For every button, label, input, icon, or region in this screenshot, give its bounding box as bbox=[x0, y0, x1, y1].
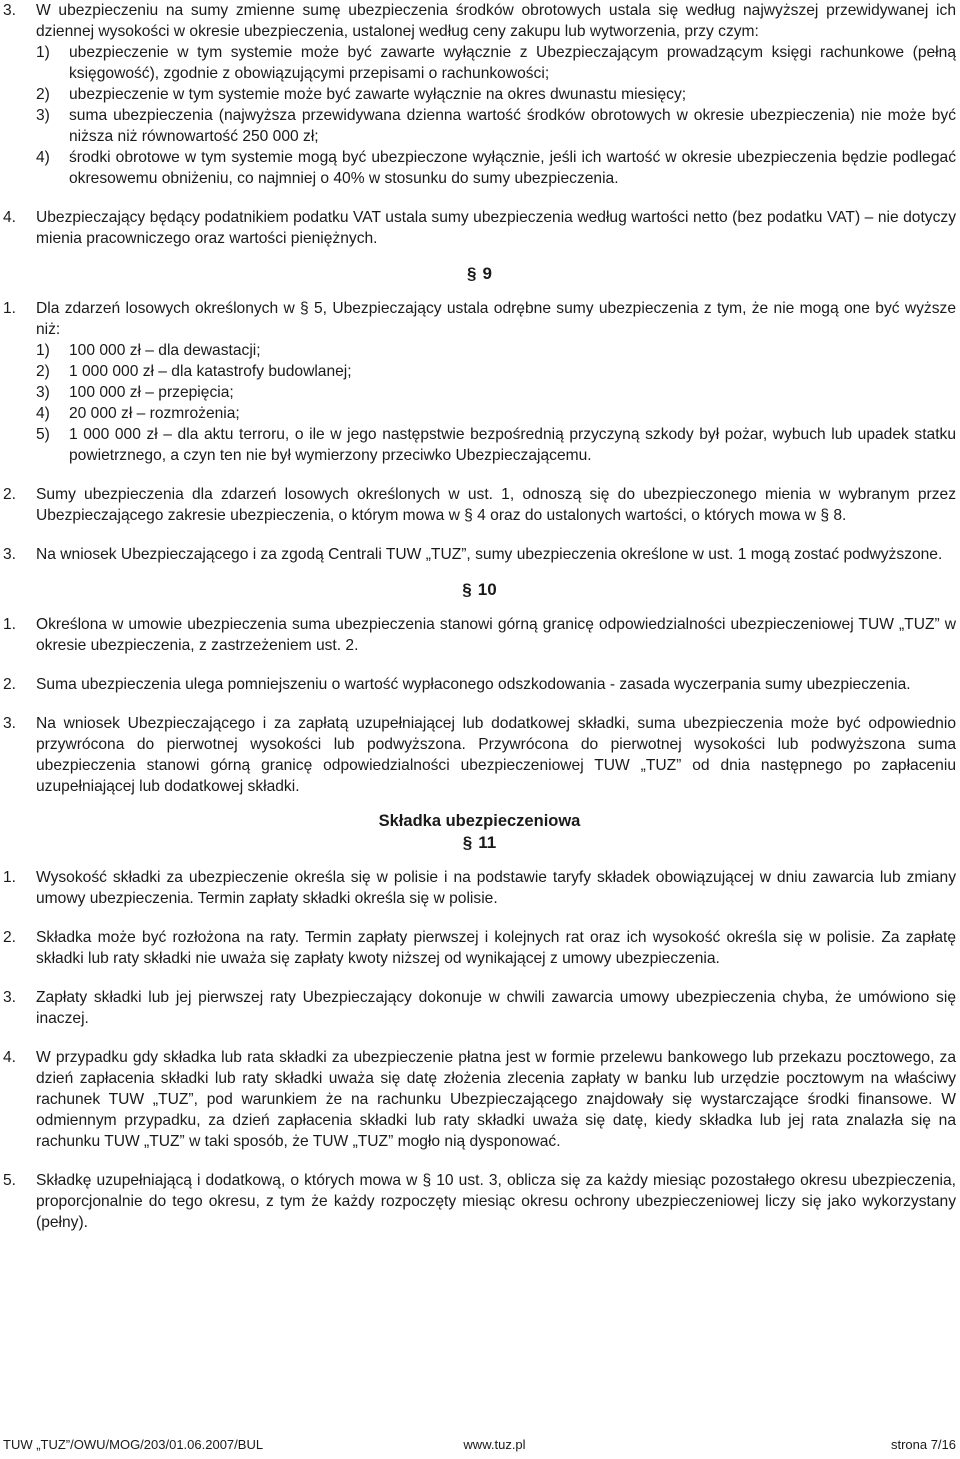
paragraph-text: Wysokość składki za ubezpieczenie określa się w polisie i na podstawie taryfy składek obowiązującej w dniu zawarcia lub zmiany umowy ubezpieczenia. Termin zapłaty składki określa się w polisie. bbox=[36, 869, 956, 907]
list-item bbox=[36, 424, 956, 466]
list-item-text: suma ubezpieczenia (najwyższa przewidywana dzienna wartość środków obrotowych w okresie ubezpieczenia) nie może być niższa niż równowartość 250 000 zł; bbox=[69, 107, 956, 145]
list-item bbox=[36, 382, 956, 403]
list-item-text: ubezpieczenie w tym systemie może być zawarte wyłącznie na okres dwunastu miesięcy; bbox=[69, 86, 687, 103]
paragraph-text: Określona w umowie ubezpieczenia suma ubezpieczenia stanowi górną granicę odpowiedzialności ubezpieczeniowej TUW „TUZ” w okresie ubezpieczenia, z zastrzeżeniem ust. 2. bbox=[36, 616, 956, 654]
paragraph-10-2 bbox=[3, 674, 956, 695]
paragraph-11-4 bbox=[3, 1047, 956, 1152]
paragraph-9-3 bbox=[3, 544, 956, 565]
list-item-text: 1 000 000 zł – dla aktu terroru, o ile w jego następstwie bezpośrednią przyczyną szkody był pożar, wybuch lub upadek statku powietrznego, a czyn ten nie był wymierzony przeciwko Ubezpieczającemu. bbox=[69, 426, 956, 464]
paragraph-text: Składka może być rozłożona na raty. Termin zapłaty pierwszej i kolejnych rat oraz ich wysokość określa się w polisie. Za zapłatę składki lub raty składki nie uważa się zapłaty kwoty niższej od wynikającej z umowy ubezpieczenia. bbox=[36, 929, 956, 967]
section-number: 11 bbox=[478, 833, 497, 852]
paragraph-number: 2. bbox=[3, 676, 17, 693]
list-item-number: 1) bbox=[36, 342, 50, 359]
website-link[interactable]: www.tuz.pl bbox=[463, 1437, 526, 1452]
list-item-number: 2) bbox=[36, 86, 50, 103]
section-number: 9 bbox=[482, 264, 492, 283]
section-symbol: § bbox=[462, 833, 473, 852]
document-code: TUW „TUZ”/OWU/MOG/203/01.06.2007/BUL bbox=[3, 1437, 264, 1452]
paragraph-text: Na wniosek Ubezpieczającego i za zapłatą uzupełniającej lub dodatkowej składki, suma ubezpieczenia może być odpowiednio przywrócona do pierwotnej wysokości lub podwyższona. Przywrócona do pierwotnej wysokości lub podwyższona suma ubezpieczenia stanowi górną granicę odpowiedzialności ubezpieczeniowej TUW „TUZ” od dnia następnego po zapłaceniu uzupełniającej lub dodatkowej składki. bbox=[36, 715, 956, 795]
paragraph-9-1 bbox=[3, 298, 956, 466]
list-item bbox=[36, 403, 956, 424]
section-symbol: § bbox=[467, 264, 477, 283]
list-item-text: ubezpieczenie w tym systemie może być zawarte wyłącznie z Ubezpieczającym prowadzącym księgi rachunkowe (pełną księgowość), zgodnie z obowiązującymi przepisami o rachunkowości; bbox=[69, 44, 956, 82]
list-item bbox=[36, 147, 956, 189]
paragraph-3 bbox=[3, 0, 956, 189]
paragraph-number: 1. bbox=[3, 616, 17, 633]
paragraph-number: 3. bbox=[3, 715, 17, 732]
page-number: strona 7/16 bbox=[890, 1437, 956, 1452]
paragraph-text: Składkę uzupełniającą i dodatkową, o których mowa w § 10 ust. 3, oblicza się za każdy miesiąc pozostałego okresu ubezpieczenia, proporcjonalnie do tego okresu, z tym że każdy rozpoczęty miesiąc okresu ochrony ubezpieczeniowej liczy się jako wykorzystany (pełny). bbox=[36, 1172, 956, 1231]
paragraph-number: 3. bbox=[3, 546, 17, 563]
list-item-text: 100 000 zł – przepięcia; bbox=[69, 384, 234, 401]
paragraph-11-3 bbox=[3, 987, 956, 1029]
list-item bbox=[36, 340, 956, 361]
paragraph-number: 3. bbox=[3, 989, 17, 1006]
section-number: 10 bbox=[477, 580, 497, 599]
paragraph-number: 1. bbox=[3, 869, 17, 886]
paragraph-text: Dla zdarzeń losowych określonych w § 5, Ubezpieczający ustala odrębne sumy ubezpieczenia z tym, że nie mogą one być wyższe niż: bbox=[36, 300, 956, 338]
list-item bbox=[36, 105, 956, 147]
paragraph-text: Na wniosek Ubezpieczającego i za zgodą Centrali TUW „TUZ”, sumy ubezpieczenia określone w ust. 1 mogą zostać podwyższone. bbox=[36, 546, 943, 563]
page-footer bbox=[3, 1437, 956, 1453]
paragraph-10-3 bbox=[3, 713, 956, 797]
list-item-text: 1 000 000 zł – dla katastrofy budowlanej; bbox=[69, 363, 352, 380]
list-item-text: 20 000 zł – rozmrożenia; bbox=[69, 405, 240, 422]
paragraph-text: Ubezpieczający będący podatnikiem podatku VAT ustala sumy ubezpieczenia według wartości netto (bez podatku VAT) – nie dotyczy mienia pracowniczego oraz wartości pieniężnych. bbox=[36, 209, 956, 247]
paragraph-text: W ubezpieczeniu na sumy zmienne sumę ubezpieczenia środków obrotowych ustala się według najwyższej przewidywanej ich dziennej wysokości w okresie ubezpieczenia, ustalonej według ceny zakupu lub wytworzenia, przy czym: bbox=[36, 2, 956, 40]
section-heading-11 bbox=[3, 832, 956, 853]
list-item-number: 1) bbox=[36, 44, 50, 61]
section-heading-10 bbox=[3, 579, 956, 600]
list-item-number: 3) bbox=[36, 384, 50, 401]
paragraph-number: 2. bbox=[3, 486, 17, 503]
paragraph-text: Zapłaty składki lub jej pierwszej raty Ubezpieczający dokonuje w chwili zawarcia umowy ubezpieczenia chyba, że umówiono się inaczej. bbox=[36, 989, 956, 1027]
list-item-number: 3) bbox=[36, 107, 50, 124]
paragraph-number: 4. bbox=[3, 1049, 17, 1066]
list-item-number: 2) bbox=[36, 363, 50, 380]
document-content bbox=[3, 0, 956, 1233]
section-heading-9 bbox=[3, 263, 956, 284]
list-item bbox=[36, 361, 956, 382]
list-item-text: środki obrotowe w tym systemie mogą być ubezpieczone wyłącznie, jeśli ich wartość w okresie ubezpieczenia będzie podlegać okresowemu obniżeniu, co najmniej o 40% w stosunku do sumy ubezpieczenia. bbox=[69, 149, 956, 187]
paragraph-11-2 bbox=[3, 927, 956, 969]
list-item bbox=[36, 42, 956, 84]
paragraph-11-5 bbox=[3, 1170, 956, 1233]
paragraph-11-1 bbox=[3, 867, 956, 909]
paragraph-number: 1. bbox=[3, 300, 17, 317]
list-item-text: 100 000 zł – dla dewastacji; bbox=[69, 342, 261, 359]
list-item-number: 4) bbox=[36, 149, 50, 166]
paragraph-number: 4. bbox=[3, 209, 17, 226]
paragraph-text: W przypadku gdy składka lub rata składki za ubezpieczenie płatna jest w formie przelewu bankowego lub przekazu pocztowego, za dzień zapłacenia składki lub raty składki uważa się datę złożenia zlecenia zapłaty w banku lub urzędzie pocztowym na właściwy rachunek TUW „TUZ”, pod warunkiem że na rachunku Ubezpieczającego znajdowały się wystarczające środki finansowe. W odmiennym przypadku, za dzień zapłacenia składki lub raty składki uważa się datę, kiedy składka lub jej rata znalazła się na rachunku TUW „TUZ” w taki sposób, że TUW „TUZ” mogło nią dysponować. bbox=[36, 1049, 956, 1150]
paragraph-9-2 bbox=[3, 484, 956, 526]
section-symbol: § bbox=[462, 580, 472, 599]
section-title: Składka ubezpieczeniowa bbox=[378, 812, 581, 830]
paragraph-text: Sumy ubezpieczenia dla zdarzeń losowych określonych w ust. 1, odnoszą się do ubezpieczonego mienia w wybranym przez Ubezpieczającego zakresie ubezpieczenia, o którym mowa w § 4 oraz do ustalonych wartości, o których mowa w § 8. bbox=[36, 486, 956, 524]
paragraph-number: 2. bbox=[3, 929, 17, 946]
paragraph-10-1 bbox=[3, 614, 956, 656]
list-item-number: 4) bbox=[36, 405, 50, 422]
list-item bbox=[36, 84, 956, 105]
paragraph-number: 5. bbox=[3, 1172, 17, 1189]
paragraph-4 bbox=[3, 207, 956, 249]
paragraph-text: Suma ubezpieczenia ulega pomniejszeniu o wartość wypłaconego odszkodowania - zasada wyczerpania sumy ubezpieczenia. bbox=[36, 676, 911, 693]
paragraph-number: 3. bbox=[3, 2, 17, 19]
list-item-number: 5) bbox=[36, 426, 50, 443]
